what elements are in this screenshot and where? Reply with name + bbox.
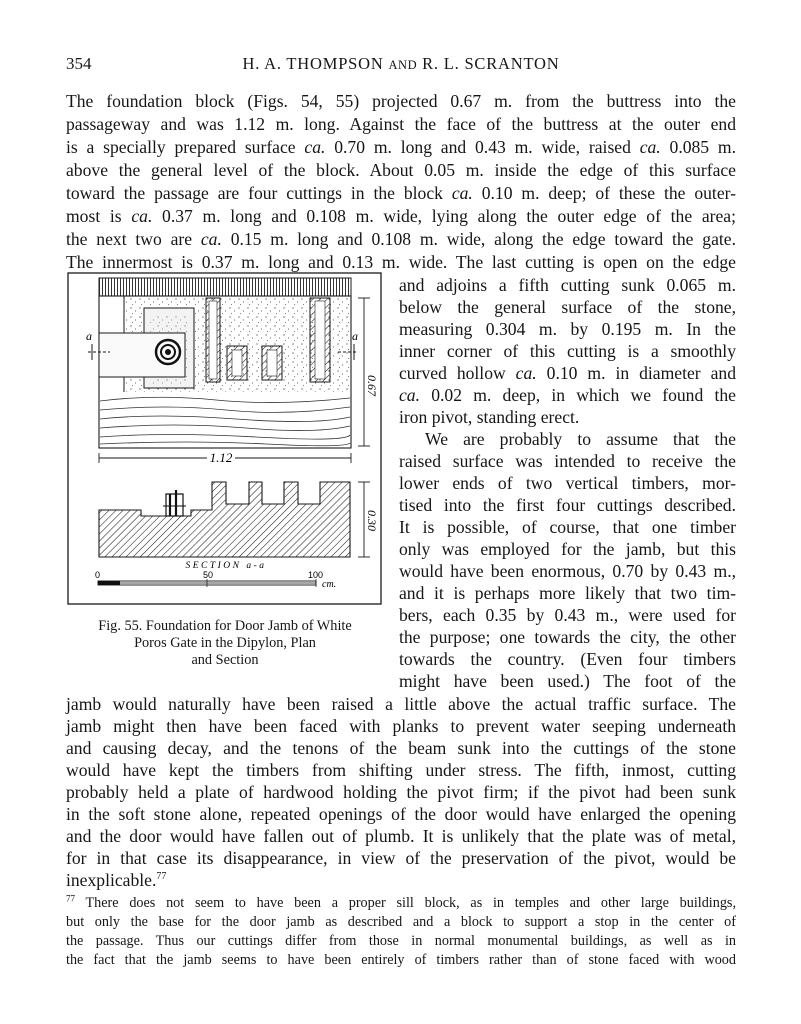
text-line: We are probably to assume that the <box>425 429 736 449</box>
text-line: and adjoins a fifth cutting sunk 0.065 m. <box>399 275 736 295</box>
stone-surface-lines <box>100 397 350 446</box>
text-line: the next two are ca. 0.15 m. long and 0.108 m. wide, along the edge toward the gate. <box>66 229 736 249</box>
dim-height-label: 0.67 <box>365 375 379 396</box>
header-authors <box>66 54 736 74</box>
text-line: in the soft stone alone, repeated openings of the door would have enlarged the opening <box>66 804 736 824</box>
page-number: 354 <box>66 54 92 73</box>
figure-caption-line: Fig. 55. Foundation for Door Jamb of White <box>98 618 352 634</box>
figure-caption-line: and Section <box>191 652 259 668</box>
text-line: below the general surface of the stone, <box>399 297 736 317</box>
text-line: most is ca. 0.37 m. long and 0.108 m. wide, lying along the outer edge of the area; <box>66 206 737 226</box>
text-line: and the door would have fallen out of plumb. It is unlikely that the plate was of metal, <box>66 826 736 846</box>
text-line: the purpose; one towards the city, the other <box>399 627 736 647</box>
text-line: inner corner of this cutting is a smoothly <box>399 341 736 361</box>
text-line: and causing decay, and the tenons of the beam sunk into the cuttings of the stone <box>66 738 736 758</box>
text-line: It is possible, of course, that one timber <box>399 517 736 537</box>
section-pivot <box>166 494 183 516</box>
text-line: The innermost is 0.37 m. long and 0.13 m. wide. The last cutting is open on the edge <box>66 252 736 272</box>
text-line: The foundation block (Figs. 54, 55) projected 0.67 m. from the buttress into the <box>66 91 736 111</box>
text-line: raised surface was intended to receive the <box>399 451 736 471</box>
buttress-band <box>99 278 351 296</box>
footnote-line: but only the base for the door jamb as described and a block to support a stop in the center of <box>66 914 736 930</box>
label-a-left: a <box>86 329 92 343</box>
section-block <box>99 482 350 557</box>
label-a-right: a <box>352 329 358 343</box>
scale-50: 50 <box>203 570 214 580</box>
text-line: is a specially prepared surface ca. 0.70 m. long and 0.43 m. wide, raised ca. 0.085 m. <box>66 137 736 157</box>
text-line: jamb might then have been faced with planks to prevent water seeping underneath <box>66 716 736 736</box>
text-line: and it is perhaps more likely that two tim- <box>399 583 736 603</box>
author-thompson: H. A. THOMPSON <box>242 54 384 73</box>
text-line: for in that case its disappearance, in view of the preservation of the pivot, would be <box>66 848 736 868</box>
text-line: measuring 0.304 m. by 0.195 m. In the <box>399 319 736 339</box>
text-line: ca. 0.02 m. deep, in which we found the <box>399 385 736 405</box>
running-head <box>66 54 736 78</box>
text-line: passageway and was 1.12 m. long. Against the face of the buttress at the outer end <box>66 114 736 134</box>
text-line: would have been enormous, 0.70 by 0.43 m., <box>399 561 736 581</box>
author-scranton: R. L. SCRANTON <box>422 54 560 73</box>
scale-100: 100 <box>308 570 324 580</box>
text-line: only was employed for the jamb, but this <box>399 539 736 559</box>
text-line: towards the country. (Even four timbers <box>399 649 736 669</box>
section-label: SECTION a-a <box>185 561 267 571</box>
figure-caption-line: Poros Gate in the Dipylon, Plan <box>134 635 316 651</box>
figure-drawing <box>66 270 384 608</box>
footnote-line: $^{77}$ There does not seem to have been a proper sill block, as in temples and other large buildings, <box>66 893 736 911</box>
footnote-line: the passage. Thus our cuttings differ from those in normal monumental buildings, as well as in <box>66 933 736 949</box>
footnote-line: the fact that the jamb seems to have been entirely of timbers rather than of stone faced with wood <box>66 952 736 968</box>
text-line: might have been used.) The foot of the <box>399 671 736 691</box>
text-line: iron pivot, standing erect. <box>399 407 580 427</box>
text-line: would have kept the timbers from shifting under stress. The fifth, inmost, cutting <box>66 760 736 780</box>
text-line: above the general level of the block. About 0.05 m. inside the edge of this surface <box>66 160 736 180</box>
text-line: curved hollow ca. 0.10 m. in diameter and <box>399 363 736 383</box>
footnote-reference[interactable]: 77 <box>156 871 167 883</box>
footnote-mark: 77 <box>66 893 75 904</box>
author-conjunction: AND <box>388 58 418 72</box>
text-line: toward the passage are four cuttings in the block ca. 0.10 m. deep; of these the outer- <box>66 183 736 203</box>
text-line: lower ends of two vertical timbers, mor- <box>399 473 736 493</box>
text-line: probably held a plate of hardwood holding the pivot firm; if the pivot had been sunk <box>66 782 736 802</box>
figure-55 <box>66 270 384 670</box>
dim-section-label: 0.30 <box>365 510 379 531</box>
dim-width-label: 1.12 <box>209 450 233 465</box>
text-line: tised into the first four cuttings described. <box>399 495 736 515</box>
text-line: jamb would naturally have been raised a little above the actual traffic surface. The <box>66 694 736 714</box>
scale-unit: cm. <box>322 579 337 590</box>
text-line: inexplicable.$^{77}$ <box>66 870 167 890</box>
scale-0: 0 <box>95 570 101 580</box>
text-line: bers, each 0.35 by 0.43 m., were used for <box>399 605 736 625</box>
